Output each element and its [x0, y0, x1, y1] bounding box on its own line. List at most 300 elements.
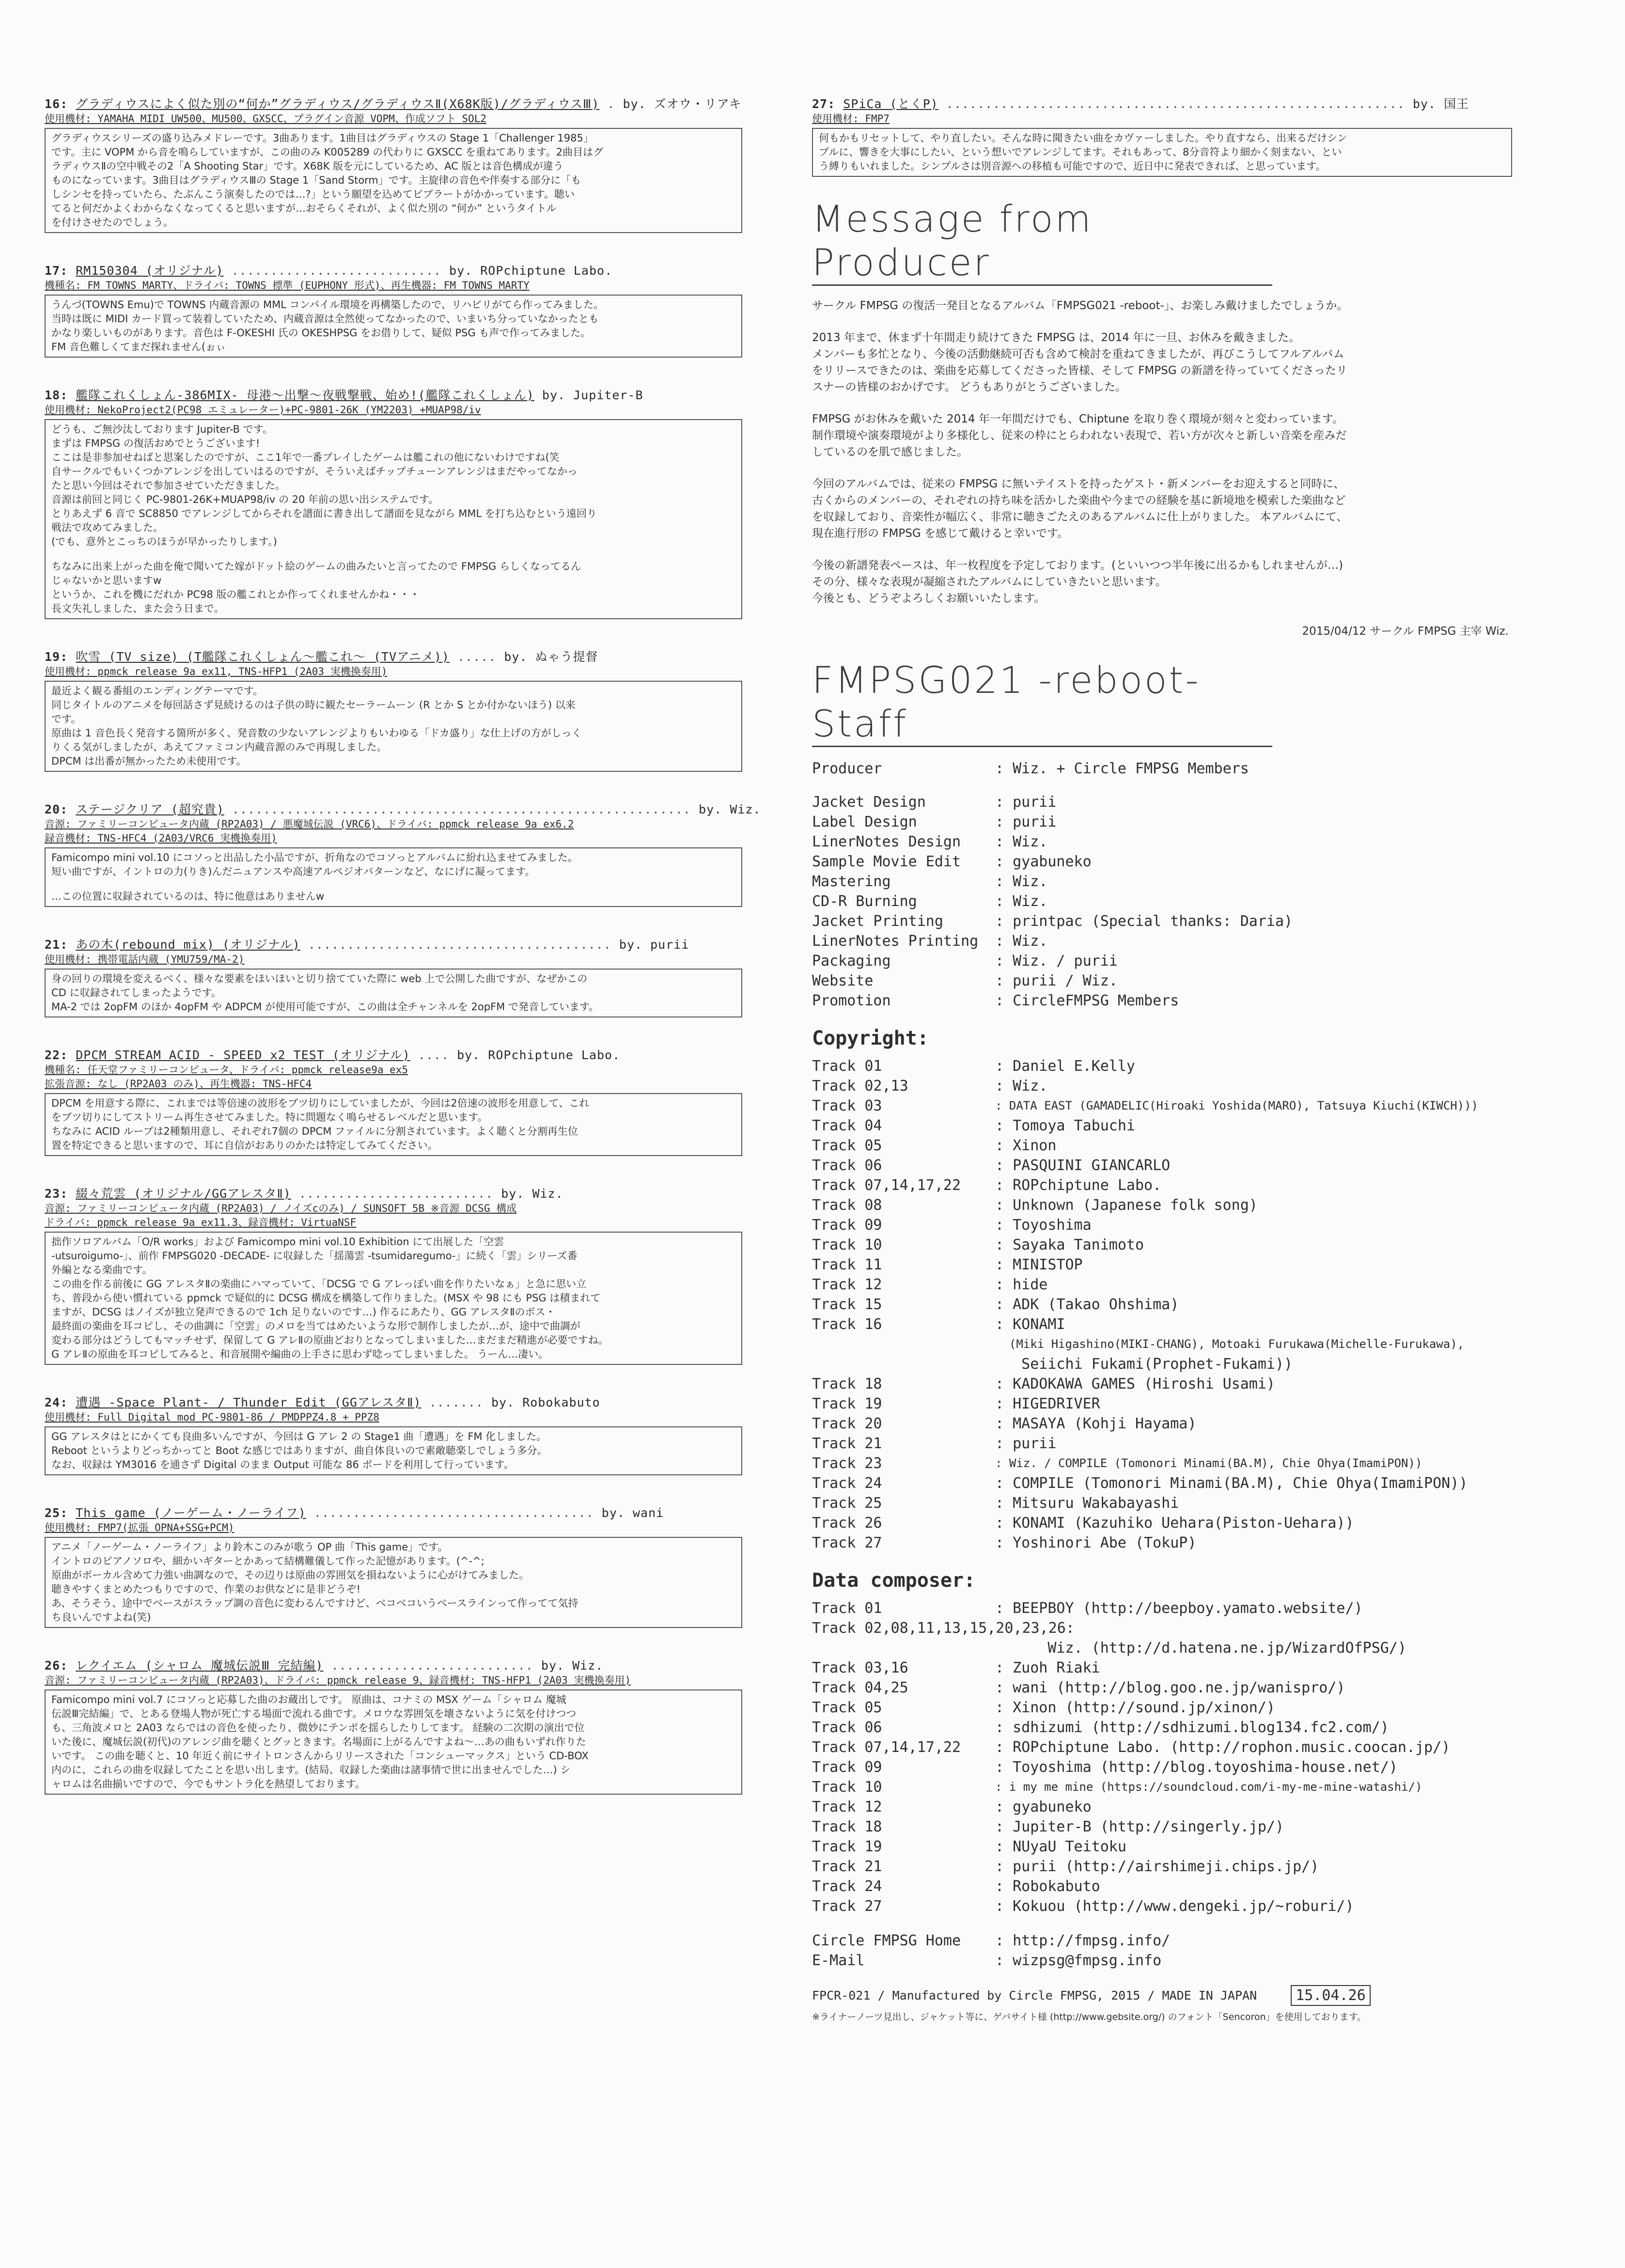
equipment-line: 使用機材: ppmck release 9a ex11, TNS-HFP1 (2A03 実機換奏用) [45, 666, 388, 677]
catalog-line: FPCR-021 / Manufactured by Circle FMPSG, 2015 / MADE IN JAPAN [812, 1988, 1257, 2002]
row-value: Wiz. (http://d.hatena.ne.jp/WizardOfPSG/) [995, 1640, 1406, 1657]
composer-row [812, 1896, 1538, 1916]
track-number: 24: [45, 1395, 76, 1409]
track-number: 16: [45, 97, 76, 111]
row-value: : Wiz. + Circle FMPSG Members [995, 760, 1249, 777]
comment-box [45, 1426, 742, 1475]
row-key: Track 23 [812, 1455, 882, 1472]
comment-line: 伝説Ⅲ完結編」で、とある登場人物が死亡する場面で流れる曲です。メロウな雰囲気を壊さないように気を付けつつ [51, 1708, 577, 1720]
arranger: by. Wiz. [541, 1658, 604, 1673]
comment-line: 同じタイトルのアニメを毎回話さず見続けるのは子供の時に観たセーラームーン (R とか S とか付かないほう) 以来 [51, 699, 576, 711]
row-key: LinerNotes Design [812, 833, 961, 850]
staff-row [812, 792, 1538, 812]
track-name: ステージクリア (超究貴) [76, 802, 224, 816]
font-credit-note: ※ライナーノーツ見出し、ジャケット等に、ゲバサイト様 (http://www.gebsite.org/) のフォント「Sencoron」を使用しております。 [812, 2012, 1367, 2022]
row-key [812, 1638, 995, 1658]
row-key: Track 07,14,17,22 [812, 1739, 961, 1756]
row-value: : CircleFMPSG Members [995, 992, 1179, 1009]
equipment-line: 使用機材: Full Digital mod PC-9801-86 / PMDPPZ4.8 + PPZ8 [45, 1411, 379, 1423]
row-value: : i my me mine (https://soundcloud.com/i-my-me-mine-watashi/) [995, 1780, 1422, 1794]
comment-line: あ、そうそう、途中でベースがスラップ調の音色に変わるんですけど、ベコベコいうベースラインって作ってて気持 [51, 1597, 578, 1609]
row-key: Track 01 [812, 1058, 882, 1075]
track-name: 艦隊これくしょん-386MIX- 母港〜出撃〜夜戦撃戦、始め!(艦隊これくしょん) [76, 388, 534, 402]
equipment-line: 音源: ファミリーコンピュータ内蔵 (RP2A03) / ノイズcのみ) / SUNSOFT 5B ※音源 DCSG 構成 [45, 1203, 517, 1214]
row-value: : ROPchiptune Labo. (http://rophon.music.coocan.jp/) [995, 1739, 1451, 1756]
entry-title [45, 1184, 761, 1202]
comment-box [45, 1232, 742, 1365]
row-key [812, 1354, 995, 1374]
track-entry [45, 800, 761, 907]
equipment-line: 音源: ファミリーコンピュータ内蔵 (RP2A03)、ドライバ: ppmck release 9、録音機材: TNS-HFP1 (2A03 実機換奏用) [45, 1674, 631, 1686]
track-entry [45, 1393, 761, 1475]
arranger: by. ROPchiptune Labo. [449, 264, 613, 278]
comment-line: 身の回りの環境を変えるべく、様々な要素をほいほいと切り捨てていた際に web 上で公開した曲ですが、なぜかこの [51, 973, 588, 985]
composer-row [812, 1618, 1538, 1638]
composer-row [812, 1678, 1538, 1698]
track-name: 吹雪 (TV size) (T艦隊これくしょん～艦これ～ (TVアニメ)) [76, 650, 450, 664]
comment-line: うんづ(TOWNS Emu)で TOWNS 内蔵音源の MML コンパイル環境を再構築したので、リハビリがてら作ってみました。 [51, 299, 604, 311]
entry-title [45, 94, 761, 112]
row-key: Packaging [812, 953, 891, 970]
row-key: Track 24 [812, 1878, 882, 1895]
row-key: LinerNotes Printing [812, 933, 979, 950]
comment-line: ち、普段から使い慣れている ppmck で疑似的に DCSG 構成を構築して作りました。(MSX や 98 にも PSG は積まれて [51, 1292, 601, 1304]
comment-line: DPCM を用意する際に、これまでは等倍速の波形をブツ切りにしていましたが、今回は2倍速の波形を用意して、これ [51, 1097, 590, 1109]
row-key: Track 07,14,17,22 [812, 1177, 961, 1194]
comment-line: かなり楽しいものがあります。音色は F-OKESHI 氏の OKESHPSG をお借りして、疑似 PSG も声で作ってみました。 [51, 327, 591, 339]
comment-line: う縛りもいれました。シンプルさは別音源への移植も可能ですので、近日中に発表できれば、と思っています。 [819, 160, 1326, 172]
entry-title [45, 1503, 761, 1521]
comment-line: まずは FMPSG の復活おめでとうございます! [51, 438, 260, 449]
row-value: : Unknown (Japanese folk song) [995, 1197, 1258, 1214]
arranger: by. ズオウ・リアキ [623, 97, 742, 111]
copyright-row [812, 1533, 1538, 1553]
row-value: : MASAYA (Kohji Hayama) [995, 1415, 1197, 1432]
row-key: Jacket Printing [812, 913, 943, 930]
row-key: Track 21 [812, 1435, 882, 1452]
track-number: 20: [45, 802, 76, 816]
track-entry [45, 94, 761, 233]
blank-line [51, 549, 735, 560]
row-value: : Jupiter-B (http://singerly.jp/) [995, 1818, 1284, 1835]
equipment-line: 使用機材: NekoProject2(PC98 エミュレーター)+PC-9801-26K (YM2203) +MUAP98/iv [45, 404, 481, 416]
composer-row [812, 1857, 1538, 1877]
comment-line: というか、これを機にだれか PC98 版の艦これとか作ってくれませんかね・・・ [51, 589, 420, 600]
staff-row [812, 832, 1538, 852]
row-value: : Sayaka Tanimoto [995, 1236, 1144, 1253]
comment-line: アニメ「ノーゲーム・ノーライフ」より鈴木このみが歌う OP 曲「This game」です。 [51, 1541, 448, 1553]
row-value: : Wiz. [995, 893, 1048, 910]
row-value: : wani (http://blog.goo.ne.jp/wanispro/) [995, 1679, 1345, 1696]
comment-line: 自サークルでもいくつかアレンジを出していはるのですが、そういえばチップチューンアレンジはまだやってなかっ [51, 466, 578, 477]
contact-row [812, 1931, 1538, 1951]
colophon [812, 1985, 1538, 2006]
comment-line: です。 [51, 713, 81, 725]
track-number: 18: [45, 388, 76, 402]
comment-box [45, 128, 742, 233]
row-value: : Toyoshima [995, 1217, 1092, 1234]
copyright-row [812, 1513, 1538, 1533]
comment-line: ますが、DCSG はノイズが独立発声できるので 1ch 足りないのです…) 作るにあたり、GG アレスタⅡのボス・ [51, 1306, 556, 1318]
comment-line: Famicompo mini vol.10 にコソっと出品した小品ですが、折角なのでコソっとアルバムに紛れ込ませてみました。 [51, 852, 578, 863]
row-key: Track 02,08,11,13,15,20,23,26: [812, 1620, 1075, 1637]
comment-box [45, 847, 742, 907]
arranger: by. Robokabuto [491, 1395, 600, 1409]
comment-line: 長文失礼しました、また会う日まで。 [51, 603, 224, 614]
comment-line: この曲を作る前後に GG アレスタⅡの楽曲にハマっていて、「DCSG で G アレっぽい曲を作りたいなぁ」と急に思い立 [51, 1278, 587, 1290]
track-name: This game (ノーゲーム・ノーライフ) [76, 1506, 306, 1520]
track-name: SPiCa (とくP) [843, 97, 938, 111]
arranger: by. purii [619, 938, 689, 952]
row-key: Label Design [812, 813, 917, 830]
equipment-line: 録音機材: TNS-HFC4 (2A03/VRC6 実機換奏用) [45, 832, 277, 844]
row-value: : Kokuou (http://www.dengeki.jp/~roburi/) [995, 1898, 1354, 1915]
comment-line: 置を特定できると思いますので、耳に自信がおありのかたは特定してみてください。 [51, 1140, 438, 1151]
staff-row [812, 759, 1538, 779]
composer-row [812, 1638, 1538, 1658]
row-value: : sdhizumi (http://sdhizumi.blog134.fc2.com/) [995, 1719, 1389, 1736]
row-value: : COMPILE (Tomonori Minami(BA.M), Chie Ohya(ImamiPON)) [995, 1475, 1468, 1492]
row-value: : Toyoshima (http://blog.toyoshima-house.net/) [995, 1759, 1398, 1776]
row-key: Track 27 [812, 1534, 882, 1551]
arranger: by. ぬゃう提督 [504, 650, 598, 664]
release-date-box: 15.04.26 [1291, 1985, 1371, 2006]
comment-line: を付けさせたのでしょう。 [51, 217, 173, 228]
comment-line: ャロムは名曲揃いですので、今でもサントラ化を熱望しております。 [51, 1778, 365, 1790]
composer-row [812, 1777, 1538, 1797]
comment-line: ものになっています。3曲目はグラディウスⅢの Stage 1「Sand Storm」です。主旋律の音色や伴奏する部分に「も [51, 174, 581, 186]
row-value: : KADOKAWA GAMES (Hiroshi Usami) [995, 1376, 1275, 1392]
data-composer-heading: Data composer: [812, 1569, 976, 1592]
copyright-list [812, 1056, 1538, 1553]
entry-title [45, 386, 761, 403]
copyright-row [812, 1136, 1538, 1156]
comment-line: 内のに、これらの曲を収録してたことを思い出します。(結局、収録した楽曲は諸事情で世に出ませんでした…) シ [51, 1764, 571, 1776]
row-key: Track 05 [812, 1137, 882, 1154]
copyright-row [812, 1454, 1538, 1473]
leader-dots: ........................................................... [938, 97, 1413, 111]
copyright-row [812, 1056, 1538, 1076]
row-value: : printpac (Special thanks: Daria) [995, 913, 1293, 930]
row-value: : Xinon [995, 1137, 1057, 1154]
equipment-line: 拡張音源: なし (RP2A03 のみ)、再生機器: TNS-HFC4 [45, 1078, 312, 1090]
copyright-row [812, 1195, 1538, 1215]
row-value: : Xinon (http://sound.jp/xinon/) [995, 1699, 1275, 1716]
row-value: : gyabuneko [995, 1799, 1092, 1815]
row-value: : purii [995, 1435, 1057, 1452]
leader-dots: ....... [421, 1395, 491, 1409]
comment-line: ちなみに出来上がった曲を俺で聞いてた嫁がドット絵のゲームの曲みたいと言ってたので FMPSG らしくなってるん [51, 561, 581, 572]
row-key: Track 27 [812, 1898, 882, 1915]
comment-line: じゃないかと思いますw [51, 575, 162, 586]
staff-row [812, 971, 1538, 991]
row-key: Sample Movie Edit [812, 853, 961, 870]
row-value: : ADK (Takao Ohshima) [995, 1296, 1179, 1313]
row-key: Track 18 [812, 1818, 882, 1835]
row-key: Jacket Design [812, 794, 926, 811]
row-key: E-Mail [812, 1952, 865, 1969]
track-name: 綴々荒雲 (オリジナル/GGアレスタⅡ) [76, 1187, 291, 1201]
row-key: Track 24 [812, 1475, 882, 1492]
row-key [812, 1334, 995, 1354]
copyright-row [812, 1255, 1538, 1275]
comment-line: いた後に、魔城伝説(初代)のアレンジ曲を聴くとグッときます。名場面に上がるんですよね～…あの曲もいずれ作りた [51, 1736, 586, 1748]
track-name: DPCM STREAM ACID - SPEED x2 TEST (オリジナル) [76, 1048, 410, 1062]
comment-line: ち良いんですよね(笑) [51, 1611, 151, 1623]
comment-line: イントロのピアノソロや、細かいギターとかあって結構難儀して作った記憶があります。(^-^; [51, 1555, 484, 1567]
row-value: : hide [995, 1276, 1048, 1293]
row-value: : NUyaU Teitoku [995, 1838, 1126, 1855]
comment-line: GG アレスタはとにかくても良曲多いんですが、今回は G アレ 2 の Stage1 曲「遭遇」を FM 化しました。 [51, 1431, 547, 1442]
message-signature: 2015/04/12 サークル FMPSG 主宰 Wiz. [1302, 625, 1509, 638]
row-key: Track 01 [812, 1600, 882, 1617]
leader-dots: . [599, 97, 623, 111]
row-key: Track 12 [812, 1799, 882, 1815]
comment-line: 当時は既に MIDI カード買って装着していたため、内蔵音源は全然使ってなかったので、いまいち分っていなかったとも [51, 313, 599, 325]
row-key: Track 11 [812, 1256, 882, 1273]
row-value: : Wiz. [995, 873, 1048, 890]
leader-dots: ....................................... [300, 938, 619, 952]
comment-line: 音源は前回と同じく PC-9801-26K+MUAP98/iv の 20 年前の思い出システムです。 [51, 494, 439, 505]
comment-line: 外編となる楽曲です。 [51, 1264, 153, 1276]
producer-credit [812, 759, 1538, 779]
comment-box [45, 969, 742, 1017]
row-value: : Wiz. [995, 933, 1048, 950]
comment-line: 拙作ソロアルバム「O/R works」および Famicompo mini vol.10 Exhibition にて出展した「空雲 [51, 1236, 504, 1248]
track-number: 27: [812, 97, 844, 111]
comment-box [45, 681, 742, 772]
comment-line: (でも、意外とこっちのほうが早かったりします。) [51, 536, 277, 547]
track-notes-column [45, 94, 761, 1823]
producer-staff-column [812, 94, 1538, 2023]
track-name: レクイエム (シャロム 魔城伝説Ⅲ 完結編) [76, 1658, 324, 1673]
comment-box [45, 1537, 742, 1628]
track-name: グラディウスによく似た別の“何か”グラディウス/グラディウスⅡ(X68K版)/グラディウスⅢ) [76, 97, 600, 111]
comment-box [45, 1689, 742, 1795]
row-key: Track 05 [812, 1699, 882, 1716]
leader-dots: ........................... [223, 264, 450, 278]
row-key: Track 10 [812, 1779, 882, 1796]
copyright-row [812, 1334, 1538, 1354]
row-value: : Tomoya Tabuchi [995, 1117, 1135, 1134]
leader-dots: .... [410, 1048, 457, 1062]
entry-title [45, 1046, 761, 1063]
row-value: : purii [995, 813, 1057, 830]
row-key: Track 21 [812, 1858, 882, 1875]
track-name: RM150304 (オリジナル) [76, 264, 224, 278]
comment-line: 最終面の楽曲を耳コピし、その曲調に「空雲」のメロを当てはめたいような形で制作しましたが…が、途中で曲調が [51, 1320, 580, 1332]
row-value: : Wiz. / purii [995, 953, 1118, 970]
comment-line: MA-2 では 2opFM のほか 4opFM や ADPCM が使用可能ですが、この曲は全チャンネルを 2opFM で発音しています。 [51, 1001, 599, 1013]
staff-row [812, 872, 1538, 892]
leader-dots: ..... [449, 650, 504, 664]
track-entry [45, 261, 761, 358]
composer-row [812, 1877, 1538, 1896]
comment-box [45, 1093, 742, 1156]
composer-row [812, 1817, 1538, 1837]
row-value: : http://fmpsg.info/ [995, 1932, 1171, 1949]
comment-line: …この位置に収録されているのは、特に他意はありませんw [51, 891, 325, 902]
comment-line: 短い曲ですが、イントロの力(りき)んだニュアンスや高速アルペジオパターンなど、なにげに凝ってます。 [51, 866, 535, 877]
equipment-line: 使用機材: 携帯電話内蔵 (YMU759/MA-2) [45, 954, 245, 965]
leader-dots: .................................... [306, 1506, 602, 1520]
row-value: : Zuoh Riaki [995, 1659, 1100, 1676]
track-entry [45, 1046, 761, 1156]
track-entry [812, 94, 1538, 177]
comment-line: 何もかもリセットして、やり直したい。そんな時に聞きたい曲をカヴァーしました。やり直すなら、出来るだけシン [819, 132, 1347, 144]
leader-dots: .......................... [323, 1658, 541, 1673]
track-number: 23: [45, 1187, 76, 1201]
row-value: : purii (http://airshimeji.chips.jp/) [995, 1858, 1319, 1875]
row-key: Track 10 [812, 1236, 882, 1253]
composer-row [812, 1737, 1538, 1757]
track-number: 26: [45, 1658, 76, 1673]
copyright-row [812, 1394, 1538, 1414]
staff-row [812, 991, 1538, 1011]
staff-list [812, 792, 1538, 1011]
equipment-line: 使用機材: FMP7 [812, 113, 890, 125]
leader-dots: ........................................................... [224, 802, 699, 816]
staff-row [812, 911, 1538, 931]
track-entry [45, 935, 761, 1017]
row-value: : gyabuneko [995, 853, 1092, 870]
message-paragraph: FMPSG がお休みを戴いた 2014 年一年間だけでも、Chiptune を取り巻く環境が刻々と変わっています。 制作環境や演奏環境がより多様化し、従来の枠にとらわれない表現で、若い方が次々と新しい音楽を産みだ しているのを肌で感じました。 [812, 413, 1347, 458]
comment-line: なお、収録は YM3016 を通さず Digital のまま Output 可能な 86 ボードを利用して行っています。 [51, 1459, 514, 1470]
data-composer-list [812, 1598, 1538, 1916]
composer-row [812, 1658, 1538, 1678]
track-entry [45, 386, 761, 619]
row-value: : KONAMI [995, 1316, 1065, 1333]
row-value: : KONAMI (Kazuhiko Uehara(Piston-Uehara)) [995, 1515, 1354, 1532]
row-key: Track 03 [812, 1097, 882, 1114]
row-key: Track 26 [812, 1515, 882, 1532]
row-key: Track 02,13 [812, 1078, 908, 1095]
message-paragraph: 今回のアルバムでは、従来の FMPSG に無いテイストを持ったゲスト・新メンバーをお迎えすると同時に、 古くからのメンバーの、それぞれの持ち味を活かした楽曲や今までの経験を基に新境地を模索した楽曲など を収録しており、音楽性が幅広く、非常に聴きごたえのあるアルバムに仕上がりました。 本アルバムにて、 現在進行形の FMPSG を感じて戴けると幸いです。 [812, 478, 1348, 540]
copyright-row [812, 1374, 1538, 1394]
track-27-entry [812, 94, 1538, 177]
track-entry [45, 1503, 761, 1628]
arranger: by. Wiz. [501, 1187, 563, 1201]
comment-line: FM 音色難しくてまだ探れません(ぉぃ [51, 341, 226, 353]
row-key: Promotion [812, 992, 891, 1009]
equipment-line: 機種名: 任天堂ファミリーコンピュータ、ドライバ: ppmck release9a ex5 [45, 1064, 408, 1076]
copyright-row [812, 1076, 1538, 1096]
comment-box [812, 128, 1512, 177]
row-key: CD-R Burning [812, 893, 917, 910]
message-heading: Message from Producer [812, 197, 1272, 286]
arranger: by. wani [601, 1506, 664, 1520]
row-key: Track 20 [812, 1415, 882, 1432]
entry-title [45, 1656, 761, 1674]
row-value: Seiichi Fukami(Prophet-Fukami)) [995, 1356, 1293, 1373]
equipment-line: 使用機材: YAMAHA MIDI UW500、MU500、GXSCC、プラグイン音源 VOPM、作成ソフト SOL2 [45, 113, 487, 125]
entry-title [45, 800, 761, 817]
message-paragraph: サークル FMPSG の復活一発目となるアルバム「FMPSG021 -reboot-」、お楽しみ戴けましたでしょうか。 [812, 299, 1348, 312]
copyright-row [812, 1493, 1538, 1513]
track-name: 遭遇 -Space Plant- / Thunder Edit (GGアレスタⅡ) [76, 1395, 422, 1409]
row-value: : PASQUINI GIANCARLO [995, 1157, 1171, 1174]
equipment-line: 機種名: FM TOWNS MARTY、ドライバ: TOWNS 標準 (EUPHONY 形式)、再生機器: FM TOWNS MARTY [45, 280, 530, 291]
entry-title [45, 1393, 761, 1410]
leader-dots: ......................... [291, 1187, 501, 1201]
row-key: Track 03,16 [812, 1659, 908, 1676]
producer-message [812, 297, 1538, 607]
message-paragraph: 2013 年まで、休まず十年間走り続けてきた FMPSG は、2014 年に一旦、お休みを戴きました。 メンバーも多忙となり、今後の活動継続可否も含めて検討を重ねてきましたが、再びこうしてフルアルバム をリリースできたのは、楽曲を応募してくださった皆様、そして FMPSG の新譜を待っていてくださったリ スナーの皆様のおかげです。 どうもありがとうございました。 [812, 331, 1347, 393]
row-key: Circle FMPSG Home [812, 1932, 961, 1949]
message-paragraph: 今後の新譜発表ペースは、年一枚程度を予定しております。(といいつつ半年後に出るかもしれませんが…) その分、様々な表現が凝縮されたアルバムにしていきたいと思います。 今後とも、どうぞよろしくお願いいたします。 [812, 559, 1343, 605]
track-number: 19: [45, 650, 76, 664]
copyright-row [812, 1235, 1538, 1255]
row-value: : ROPchiptune Labo. [995, 1177, 1162, 1194]
copyright-row [812, 1175, 1538, 1195]
comment-line: グラディウスシリーズの盛り込みメドレーです。3曲あります。1曲目はグラディウスの Stage 1「Challenger 1985」 [51, 132, 594, 144]
comment-box [45, 419, 742, 619]
track-number: 25: [45, 1506, 76, 1520]
comment-line: 原曲は 1 音色長く発音する箇所が多く、発音数の少ないアレンジよりもいわゆる「ドカ盛り」な仕上げの方がしっく [51, 727, 582, 739]
row-key: Track 19 [812, 1395, 882, 1412]
row-value: : BEEPBOY (http://beepboy.yamato.website/) [995, 1600, 1363, 1617]
composer-row [812, 1797, 1538, 1817]
copyright-row [812, 1096, 1538, 1116]
comment-line: 戦法で攻めてみました。 [51, 522, 163, 533]
row-value: : wizpsg@fmpsg.info [995, 1952, 1162, 1969]
comment-line: Famicompo mini vol.7 にコソっと応募した曲のお蔵出しです。 原曲は、コナミの MSX ゲーム「シャロム 魔城 [51, 1694, 566, 1705]
entry-title [45, 647, 761, 665]
copyright-row [812, 1156, 1538, 1175]
entry-title [45, 935, 761, 953]
copyright-row [812, 1354, 1538, 1374]
row-value: : Robokabuto [995, 1878, 1100, 1895]
staff-heading: FMPSG021 -reboot- Staff [812, 658, 1272, 747]
copyright-row [812, 1434, 1538, 1454]
row-value: : MINISTOP [995, 1256, 1083, 1273]
contact-list [812, 1931, 1538, 1971]
row-value: : purii [995, 794, 1057, 811]
copyright-row [812, 1473, 1538, 1493]
staff-row [812, 892, 1538, 911]
equipment-line: ドライバ: ppmck release 9a ex11.3、録音機材: VirtuaNSF [45, 1217, 357, 1228]
row-key: Track 18 [812, 1376, 882, 1392]
row-value: : Wiz. / COMPILE (Tomonori Minami(BA.M), Chie Ohya(ImamiPON)) [995, 1456, 1422, 1470]
track-entry [45, 1656, 761, 1795]
comment-line: いです。 この曲を聴くと、10 年近く前にサイトロンさんからリリースされた「コンシューマックス」という CD-BOX [51, 1750, 589, 1762]
track-number: 22: [45, 1048, 76, 1062]
comment-line: Reboot というよりどっちかってと Boot な感じではありますが、曲自体良いので素敵聴楽しでしょう多分。 [51, 1445, 547, 1456]
comment-line: たと思い今回はそれで参加させていただきました。 [51, 480, 285, 491]
composer-row [812, 1757, 1538, 1777]
comment-line: DPCM は出番が無かったため未使用です。 [51, 755, 247, 767]
comment-line: しシンセを持っていたら、たぶんこう演奏したのでは…?」という願望を込めてビブラートがかかっています。聴い [51, 188, 575, 200]
staff-row [812, 812, 1538, 832]
comment-line: 変わる部分はどうしてもマッチせず、保留して G アレⅡの原曲どおりとなってしまいました…まだまだ精進が必要ですね。 [51, 1334, 609, 1346]
row-key: Track 09 [812, 1759, 882, 1776]
row-value: : Wiz. [995, 1078, 1048, 1095]
row-value: : purii / Wiz. [995, 972, 1118, 989]
arranger: by. Jupiter-B [542, 388, 643, 402]
comment-line: をブツ切りにしてストリーム再生させてみました。特に問題なく鳴らせるレベルだと思います。 [51, 1111, 488, 1123]
row-key: Track 08 [812, 1197, 882, 1214]
row-value: : DATA EAST (GAMADELIC(Hiroaki Yoshida(MARO), Tatsuya Kiuchi(KIWCH))) [995, 1099, 1478, 1112]
row-value: : Wiz. [995, 833, 1048, 850]
leader-dots [534, 388, 542, 402]
comment-line: プルに、響きを大事にしたい、という想いでアレンジしてます。それもあって、8分音符より細かく刻まない、とい [819, 146, 1342, 158]
arranger: by. ROPchiptune Labo. [457, 1048, 621, 1062]
row-key: Track 16 [812, 1316, 882, 1333]
comment-line: G アレⅡの原曲を耳コピしてみると、和音展開や編曲の上手さに思わず唸ってしまいました。 うーん…凄い。 [51, 1348, 549, 1360]
composer-row [812, 1698, 1538, 1718]
comment-line: どうも、ご無沙汰しております Jupiter-B です。 [51, 423, 273, 435]
row-value: : HIGEDRIVER [995, 1395, 1100, 1412]
